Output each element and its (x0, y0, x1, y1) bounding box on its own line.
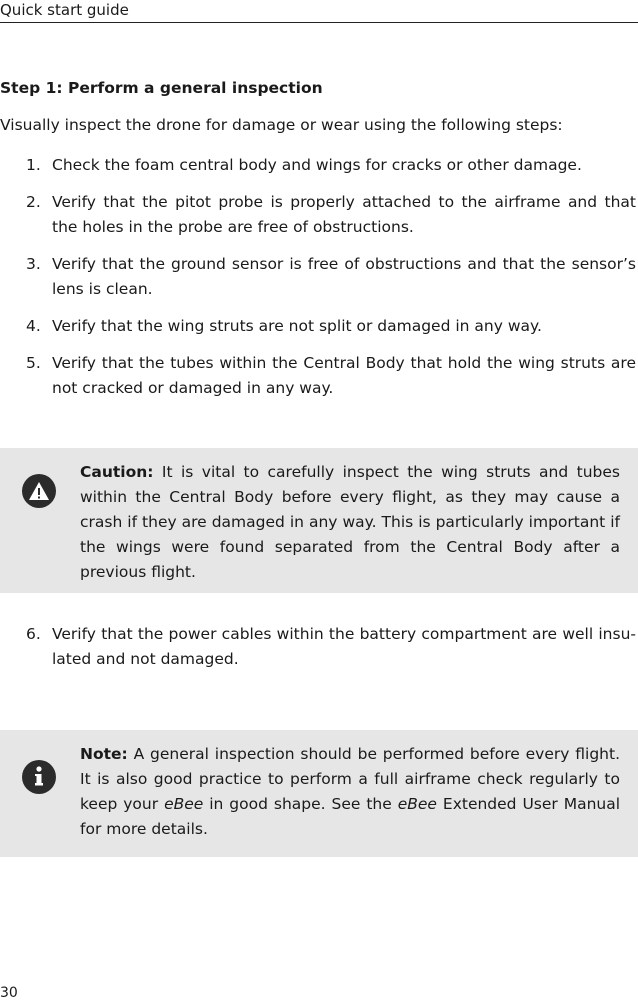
list-item (0, 622, 636, 672)
page-number: 30 (0, 985, 18, 1001)
steps-list-continued (0, 622, 636, 672)
caution-body: It is vital to carefully inspect the wing struts and tubes within the Central Body before every flight, as they may cause a crash if they are damaged in any way. This is particularly important if the wings were found separated from the Central Body after a previous flight. (80, 463, 620, 581)
info-icon (22, 760, 56, 794)
list-number: 2. (26, 193, 41, 211)
step-heading: Step 1: Perform a general inspection (0, 79, 323, 97)
header-title: Quick start guide (0, 1, 129, 19)
product-name: eBee (397, 795, 437, 813)
note-body-2: in good shape. See the (209, 795, 392, 813)
steps-list (0, 153, 636, 401)
list-number: 1. (26, 156, 41, 174)
list-number: 4. (26, 317, 41, 335)
note-callout (0, 730, 638, 857)
step-intro: Visually inspect the drone for damage or wear using the following steps: (0, 116, 563, 134)
list-number: 3. (26, 255, 41, 273)
main-content (0, 78, 636, 401)
list-item (0, 252, 636, 302)
list-text: Verify that the pitot probe is properly attached to the airframe and that the holes in the probe are free of obstructions. (52, 193, 636, 236)
note-body-1: A general inspection should be performed before every flight. It is also good practice to perform a full airframe check regularly to keep your (80, 745, 620, 813)
warning-icon (22, 474, 56, 508)
list-text: Verify that the tubes within the Central Body that hold the wing struts are not cracked or damaged in any way. (52, 354, 636, 397)
note-label: Note: (80, 745, 128, 763)
list-text: Verify that the wing struts are not split or damaged in any way. (52, 317, 542, 335)
list-item (0, 153, 636, 178)
running-header (0, 0, 638, 23)
warning-icon-graphic (28, 481, 50, 501)
list-item (0, 314, 636, 339)
caution-label: Caution: (80, 463, 154, 481)
note-body-3: Extended User Manual for more details. (80, 795, 621, 838)
list-item (0, 190, 636, 240)
list-item (0, 351, 636, 401)
list-text: Verify that the ground sensor is free of obstructions and that the sensor’s lens is clean. (52, 255, 636, 298)
info-icon-graphic (33, 766, 45, 788)
caution-text (80, 460, 620, 585)
list-text: Check the foam central body and wings for cracks or other damage. (52, 156, 582, 174)
list-number: 5. (26, 354, 41, 372)
caution-callout (0, 448, 638, 593)
list-number: 6. (26, 625, 41, 643)
product-name: eBee (164, 795, 204, 813)
list-text: Verify that the power cables within the battery compartment are well insu-lated and not damaged. (52, 625, 636, 668)
note-text (80, 742, 620, 842)
